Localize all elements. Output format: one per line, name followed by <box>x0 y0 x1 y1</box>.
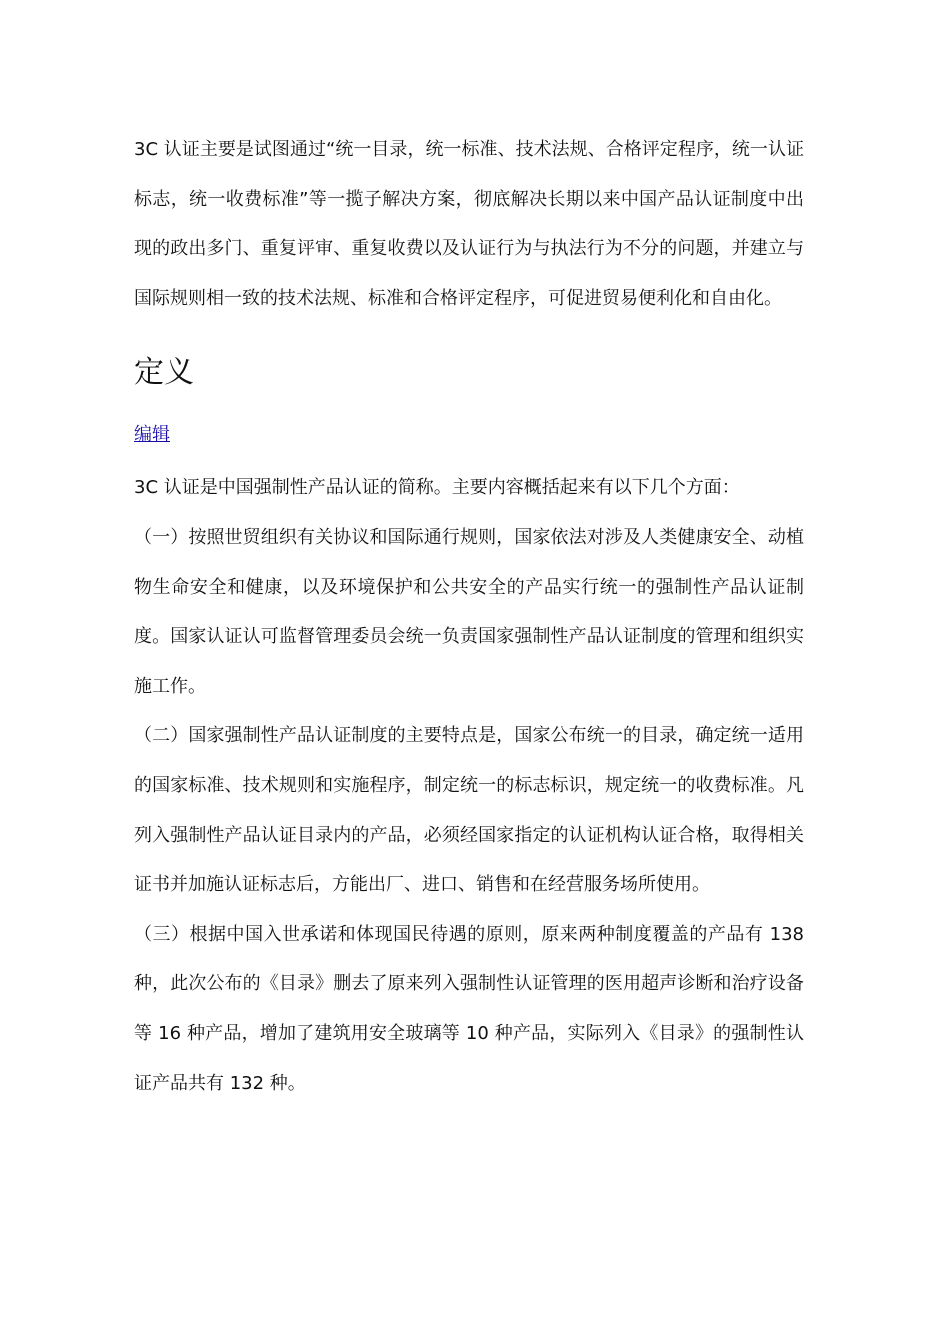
point-paragraph-1: （一）按照世贸组织有关协议和国际通行规则，国家依法对涉及人类健康安全、动植物生命安全和健康，以及环境保护和公共安全的产品实行统一的强制性产品认证制度。国家认证认可监督管理委员会统一负责国家强制性产品认证制度的管理和组织实施工作。 <box>134 526 804 697</box>
edit-link[interactable]: 编辑 <box>134 424 170 446</box>
document-page <box>134 125 804 1108</box>
summary-paragraph: 3C 认证是中国强制性产品认证的简称。主要内容概括起来有以下几个方面： <box>134 477 740 499</box>
section-title: 定义 <box>134 355 194 391</box>
intro-paragraph: 3C 认证主要是试图通过“统一目录，统一标准、技术法规、合格评定程序，统一认证标志，统一收费标准”等一揽子解决方案，彻底解决长期以来中国产品认证制度中出现的政出多门、重复评审、重复收费以及认证行为与执法行为不分的问题，并建立与国际规则相一致的技术法规、标准和合格评定程序，可促进贸易便利化和自由化。 <box>134 139 804 309</box>
point-paragraph-3: （三）根据中国入世承诺和体现国民待遇的原则，原来两种制度覆盖的产品有 138 种，此次公布的《目录》删去了原来列入强制性认证管理的医用超声诊断和治疗设备等 16 种产品，增加了建筑用安全玻璃等 10 种产品，实际列入《目录》的强制性认证产品共有 132 种。 <box>134 923 804 1094</box>
point-paragraph-2: （二）国家强制性产品认证制度的主要特点是，国家公布统一的目录，确定统一适用的国家标准、技术规则和实施程序，制定统一的标志标识，规定统一的收费标准。凡列入强制性产品认证目录内的产品，必须经国家指定的认证机构认证合格，取得相关证书并加施认证标志后，方能出厂、进口、销售和在经营服务场所使用。 <box>134 725 804 896</box>
